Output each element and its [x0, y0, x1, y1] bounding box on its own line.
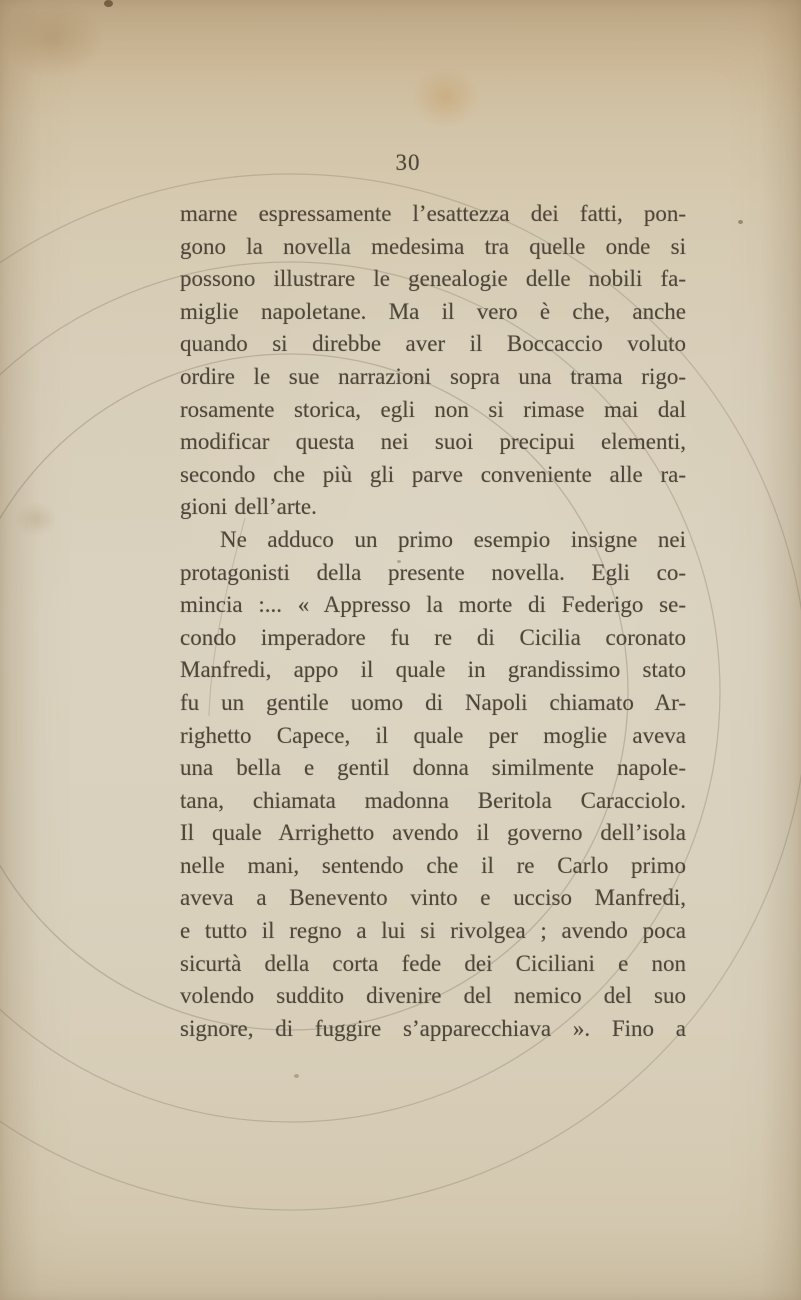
- text-line: fu un gentile uomo di Napoli chiamato Ar-: [180, 689, 686, 715]
- text-line: miglie napoletane. Ma il vero è che, anche: [180, 298, 686, 324]
- paper-speck: [104, 0, 113, 7]
- text-line: Manfredi, appo il quale in grandissimo stato: [180, 657, 686, 683]
- text-line: righetto Capece, il quale per moglie aveva: [180, 722, 686, 748]
- text-line: gioni dell’arte.: [180, 494, 317, 520]
- text-line: quando si direbbe aver il Boccaccio voluto: [180, 331, 686, 357]
- text-line: protagonisti della presente novella. Egli co-: [180, 559, 686, 585]
- text-line: nelle mani, sentendo che il re Carlo primo: [180, 852, 686, 878]
- page-number: 30: [395, 150, 421, 175]
- text-line: ordire le sue narrazioni sopra una trama rigo-: [180, 363, 686, 389]
- text-line: modificar questa nei suoi precipui elementi,: [180, 429, 686, 455]
- body-text: [180, 198, 686, 1045]
- paper-stain: [398, 55, 493, 140]
- text-line: rosamente storica, egli non si rimase mai dal: [180, 396, 686, 422]
- text-line: una bella e gentil donna similmente napole-: [180, 755, 686, 781]
- paper-speck: [738, 220, 743, 224]
- text-line: e tutto il regno a lui si rivolgea ; avendo poca: [180, 918, 686, 944]
- text-line: gono la novella medesima tra quelle onde si: [180, 233, 686, 259]
- text-line: signore, di fuggire s’apparecchiava ». Fino a: [180, 1015, 686, 1041]
- paper-speck: [294, 1074, 299, 1078]
- text-line: condo imperadore fu re di Cicilia coronato: [180, 624, 686, 650]
- text-line: mincia :... « Appresso la morte di Federigo se-: [180, 592, 686, 618]
- text-line: volendo suddito divenire del nemico del suo: [180, 983, 686, 1009]
- text-line: Ne adduco un primo esempio insigne nei: [220, 526, 686, 552]
- text-line: aveva a Benevento vinto e ucciso Manfredi,: [180, 885, 686, 911]
- text-line: possono illustrare le genealogie delle nobili fa-: [180, 266, 686, 292]
- text-line: tana, chiamata madonna Beritola Caracciolo.: [180, 787, 686, 813]
- paper-stain: [8, 496, 64, 542]
- text-line: Il quale Arrighetto avendo il governo dell’isola: [180, 820, 686, 846]
- text-line: marne espressamente l’esattezza dei fatti, pon-: [180, 201, 686, 226]
- text-line: secondo che più gli parve conveniente alle ra-: [180, 461, 686, 487]
- text-line: sicurtà della corta fede dei Ciciliani e non: [180, 950, 686, 976]
- paper-stain: [0, 0, 122, 91]
